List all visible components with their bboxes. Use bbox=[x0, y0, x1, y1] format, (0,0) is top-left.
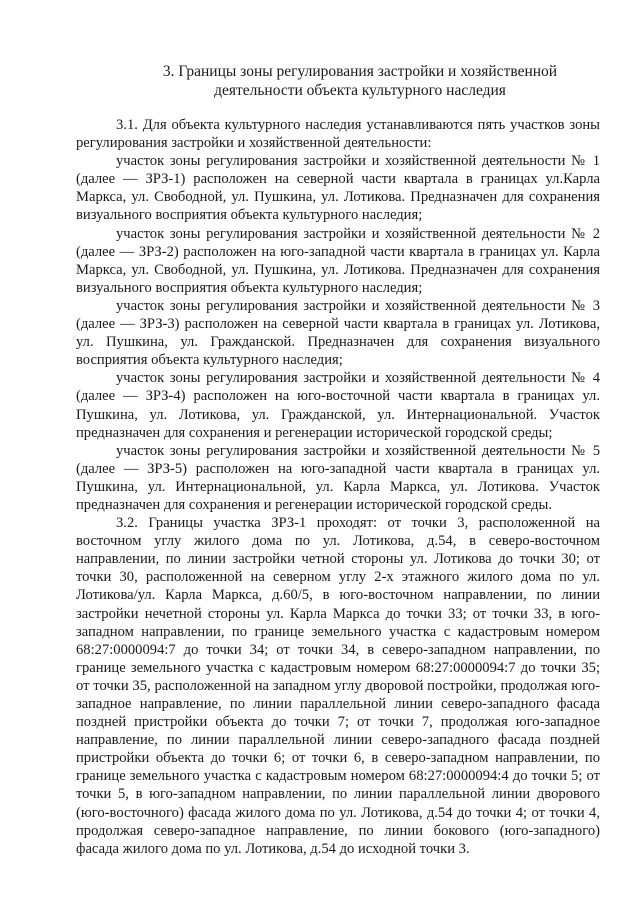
heading-line-1: 3. Границы зоны регулирования застройки и хозяйственной bbox=[162, 63, 558, 80]
paragraph-3-2: 3.2. Границы участка ЗРЗ-1 проходят: от точки 3, расположенной на восточном углу жилого дома по ул. Лотикова, д.54, в северо-восточном направлении, по линии застройки четной стороны ул. Лотикова до точки 30; от точки 30, расположенной на северном углу 2-х этажного жилого дома по ул. Лотикова/ул. Карла Маркса, д.60/5, в юго-восточном направлении, по линии застройки нечетной стороны ул. Карла Маркса до точки 33; от точки 33, в юго-западном направлении, по границе земельного участка с кадастровым номером 68:27:0000094:7 до точки 34; от точки 34, в северо-западном направлении, по границе земельного участка с кадастровым номером 68:27:0000094:7 до точки 35; от точки 35, расположенной на западном углу дворовой постройки, продолжая юго-западное направление, по линии параллельной линии северо-западного фасада поздней пристройки объекта до точки 7; от точки 7, продолжая юго-западное направление, по линии параллельной линии северо-западного фасада поздней пристройки объекта до точки 6; от точки 6, в северо-западном направлении, по границе земельного участка с кадастровым номером 68:27:0000094:4 до точки 5; от точки 5, в юго-западном направлении, по линии параллельной линии дворового (юго-восточного) фасада жилого дома по ул. Лотикова, д.54 до точки 4; от точки 4, продолжая северо-западное направление, по линии бокового (юго-западного) фасада жилого дома по ул. Лотикова, д.54 до исходной точки 3. bbox=[76, 515, 600, 857]
heading-line-2: деятельности объекта культурного наследия bbox=[214, 82, 506, 99]
paragraph-zrz-2: участок зоны регулирования застройки и хозяйственной деятельности № 2 (далее — ЗРЗ-2) расположен на юго-западной части квартала в границах ул. Карла Маркса, ул. Свободной, ул. Пушкина, ул. Лотикова. Предназначен для сохранения визуального восприятия объекта культурного наследия; bbox=[76, 225, 600, 296]
paragraph-zrz-5: участок зоны регулирования застройки и хозяйственной деятельности № 5 (далее — ЗРЗ-5) расположен на юго-западной части квартала в границах ул. Пушкина, ул. Интернациональной, ул. Карла Маркса, ул. Лотикова. Участок предназначен для сохранения и регенерации исторической городской среды. bbox=[76, 442, 600, 513]
paragraph-zrz-1: участок зоны регулирования застройки и хозяйственной деятельности № 1 (далее — ЗРЗ-1) расположен на северной части квартала в границах ул.Карла Маркса, ул. Свободной, ул. Пушкина, ул. Лотикова. Предназначен для сохранения визуального восприятия объекта культурного наследия; bbox=[76, 153, 600, 224]
paragraph-3-1: 3.1. Для объекта культурного наследия устанавливаются пять участков зоны регулирования застройки и хозяйственной деятельности: bbox=[76, 117, 600, 152]
section-heading bbox=[150, 62, 570, 100]
document-body bbox=[76, 116, 600, 858]
paragraph-zrz-4: участок зоны регулирования застройки и хозяйственной деятельности № 4 (далее — ЗРЗ-4) расположен на юго-восточной части квартала в границах ул. Пушкина, ул. Лотикова, ул. Гражданской, ул. Интернациональной. Участок предназначен для сохранения и регенерации исторической городской среды; bbox=[76, 370, 600, 441]
paragraph-zrz-3: участок зоны регулирования застройки и хозяйственной деятельности № 3 (далее — ЗРЗ-3) расположен на северной части квартала в границах ул. Лотикова, ул. Пушкина, ул. Гражданской. Предназначен для сохранения визуального восприятия объекта культурного наследия; bbox=[76, 297, 600, 369]
